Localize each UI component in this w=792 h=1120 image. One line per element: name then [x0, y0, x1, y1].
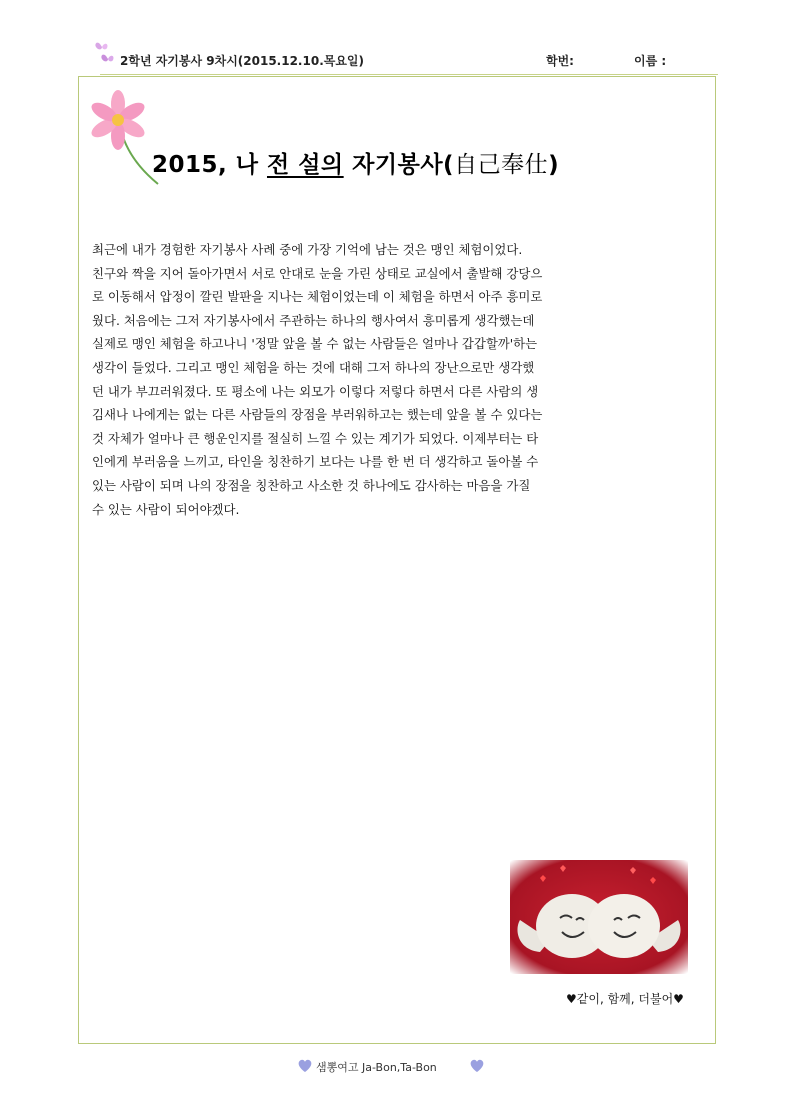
header-divider — [100, 74, 718, 75]
title-prefix: 2015, 나 — [152, 152, 267, 178]
title-close: ) — [548, 152, 560, 178]
heart-icon — [296, 1058, 314, 1074]
essay-line: 웠다. 처음에는 그저 자기봉사에서 주관하는 하나의 행사여서 흥미롭게 생각했는데 — [92, 312, 535, 328]
essay-body — [92, 238, 638, 521]
name-label: 이름 : — [634, 54, 667, 68]
heart-icon — [468, 1058, 486, 1074]
page-header — [78, 40, 718, 76]
footer-text: 샘뽕여고 Ja-Bon,Ta-Bon — [316, 1061, 437, 1074]
student-id-label: 학번: — [546, 54, 574, 68]
essay-line: 친구와 짝을 지어 돌아가면서 서로 안대로 눈을 가린 상태로 교실에서 출발해 강당으 — [92, 265, 543, 281]
essay-line: 것 자체가 얼마나 큰 행운인지를 절실히 느낄 수 있는 계기가 되었다. 이제부터는 타 — [92, 430, 539, 446]
essay-line: 인에게 부러움을 느끼고, 타인을 칭찬하기 보다는 나를 한 번 더 생각하고 돌아볼 수 — [92, 454, 539, 470]
session-label: 2학년 자기봉사 9차시(2015.12.10.목요일) — [120, 54, 365, 68]
essay-line: 실제로 맹인 체험을 하고나니 '정말 앞을 볼 수 없는 사람들은 얼마나 갑갑할까'하는 — [92, 336, 538, 352]
essay-line: 최근에 내가 경험한 자기봉사 사례 중에 가장 기억에 남는 것은 맹인 체험이었다. — [92, 242, 523, 257]
page-footer — [296, 1058, 496, 1078]
title-suffix: 자기봉사( — [343, 152, 455, 178]
essay-line: 수 있는 사람이 되어야겠다. — [92, 501, 240, 517]
butterfly-hearts-icon — [94, 40, 120, 68]
essay-line: 로 이동해서 압정이 깔린 발판을 지나는 체험이었는데 이 체험을 하면서 아주 흥미로 — [92, 289, 543, 305]
essay-line: 있는 사람이 되며 나의 장점을 칭찬하고 사소한 것 하나에도 감사하는 마음을 가질 — [92, 477, 531, 493]
essay-line: 던 내가 부끄러워졌다. 또 평소에 나는 외모가 이렇다 저렇다 하면서 다른 사람의 생 — [92, 383, 539, 399]
page-title — [152, 146, 559, 179]
essay-line: 김새나 나에게는 없는 다른 사람들의 장점을 부러워하고는 했는데 앞을 볼 수 있다는 — [92, 407, 543, 423]
hugging-friends-image — [510, 860, 688, 974]
title-hanja: 自己奉仕 — [454, 152, 549, 178]
essay-line: 생각이 들었다. 그리고 맹인 체험을 하는 것에 대해 그저 하나의 장난으로만 생각했 — [92, 359, 535, 375]
photo-caption: ♥같이, 함께, 더불어♥ — [566, 992, 684, 1006]
title-underlined: 전 설의 — [266, 152, 344, 178]
